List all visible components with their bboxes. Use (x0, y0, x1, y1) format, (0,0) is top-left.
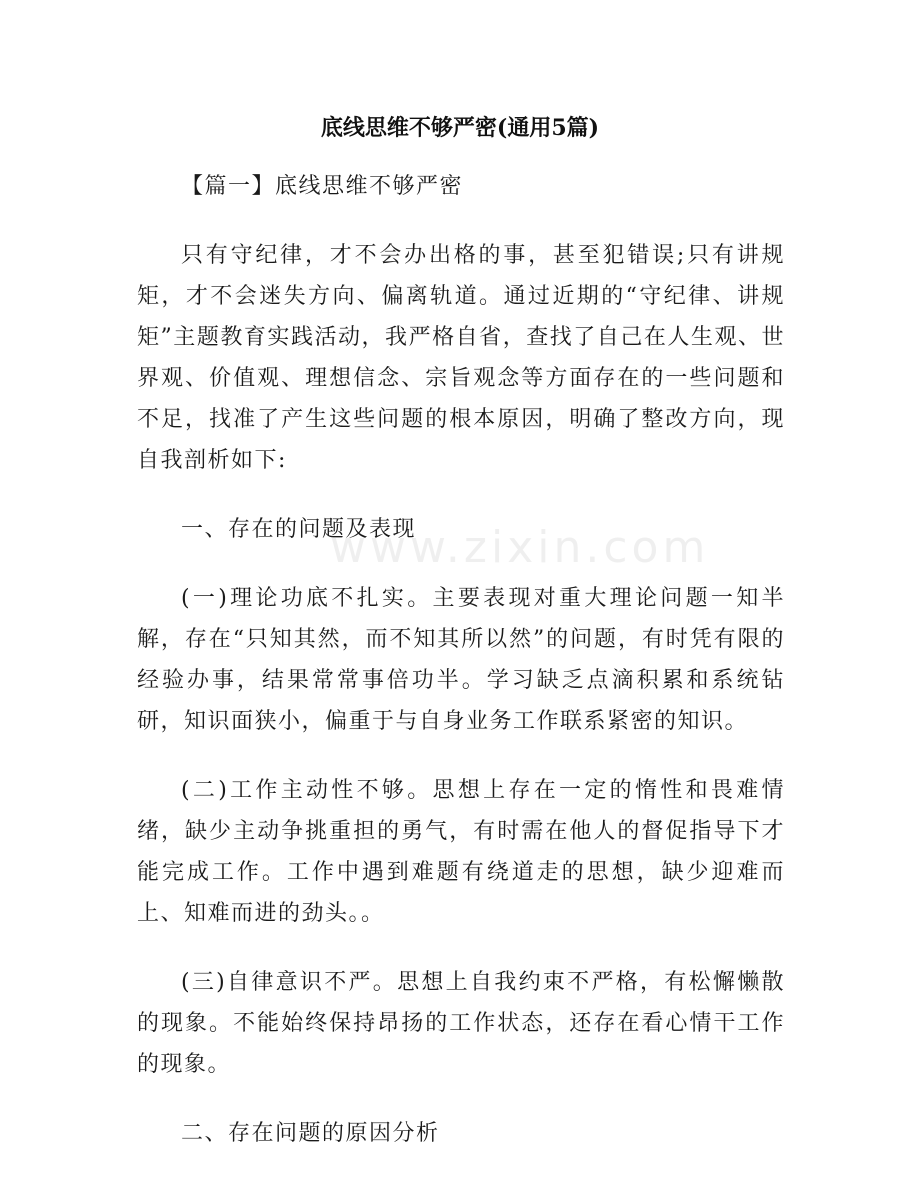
intro-paragraph: 只有守纪律，才不会办出格的事，甚至犯错误;只有讲规矩，才不会迷失方向、偏离轨道。通过近期的“守纪律、讲规矩”主题教育实践活动，我严格自省，查找了自己在人生观、世界观、价值观、理想信念、宗旨观念等方面存在的一些问题和不足，找准了产生这些问题的根本原因，明确了整改方向，现自我剖析如下: (137, 243, 785, 473)
heading-problems: 一、存在的问题及表现 (181, 517, 417, 542)
document-body (137, 166, 785, 1154)
heading-cause-analysis: 二、存在问题的原因分析 (181, 1121, 440, 1146)
document-title: 底线思维不够严密(通用5篇) (320, 115, 600, 141)
paragraph-self-discipline: (三)自律意识不严。思想上自我约束不严格，有松懈懒散的现象。不能始终保持昂扬的工作状态，还存在看心情干工作的现象。 (137, 970, 785, 1077)
paragraph-initiative: (二)工作主动性不够。思想上存在一定的惰性和畏难情绪，缺少主动争挑重担的勇气，有时需在他人的督促指导下才能完成工作。工作中遇到难题有绕道走的思想，缺少迎难而上、知难而进的劲头。。 (137, 778, 785, 926)
paragraph-theory: (一)理论功底不扎实。主要表现对重大理论问题一知半解，存在“只知其然，而不知其所以然”的问题，有时凭有限的经验办事，结果常常事倍功半。学习缺乏点滴积累和系统钻研，知识面狭小，偏重于与自身业务工作联系紧密的知识。 (137, 586, 785, 734)
section-heading-part-one: 【篇一】底线思维不够严密 (181, 174, 464, 199)
watermark: www.zixin.com (330, 522, 710, 573)
